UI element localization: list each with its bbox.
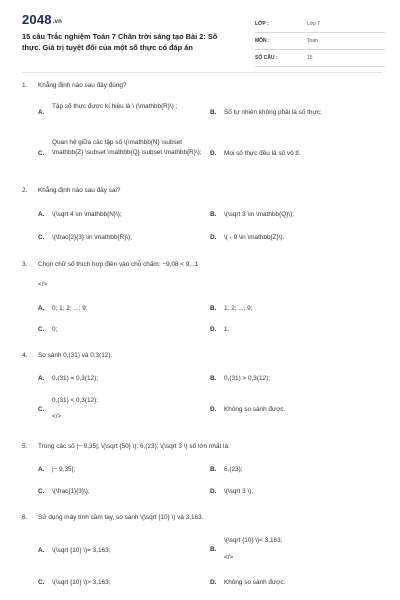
option-letter: B.	[210, 546, 217, 553]
option-letter: D.	[210, 150, 217, 157]
option-letter: B.	[210, 466, 217, 473]
option-c[interactable]	[38, 396, 208, 422]
logo-text: 2048	[22, 12, 52, 27]
option-text: Không so sánh được.	[224, 579, 286, 586]
option-text-extra: </>	[52, 413, 62, 420]
option-text: 1.	[224, 326, 230, 333]
question-text: Trong các số |− 9,35|; \(\sqrt {50} \); 6,(23); \(\sqrt 3 \) số lớn nhất là:	[38, 443, 230, 450]
option-text: \(\sqrt {10} \)< 3,163;	[224, 537, 283, 544]
question-number: 4.	[22, 352, 28, 359]
option-text: 0,(31) = 0,3(12);	[52, 375, 99, 382]
question-stem	[22, 187, 120, 194]
option-text: \(\frac{1}{3}\);	[52, 488, 90, 495]
option-letter: A.	[38, 547, 45, 554]
option-text: \(\sqrt 3 \in \mathbb{Q}\);	[224, 211, 294, 218]
option-b[interactable]	[210, 536, 380, 562]
question-extra-text: </>	[38, 281, 48, 288]
option-text: Mọi số thực đều là số vô tỉ.	[224, 150, 301, 157]
question-stem	[22, 261, 198, 268]
option-letter: A.	[38, 375, 45, 382]
meta-row-subject	[255, 35, 385, 50]
option-text: 0,(31) < 0,3(12);	[52, 397, 99, 404]
question-text: Khẳng định nào sau đây đúng?	[38, 82, 127, 89]
option-text: 0; 1; 2; ...; 9;	[52, 305, 88, 312]
option-letter: A.	[38, 109, 45, 116]
option-letter: C.	[38, 488, 45, 495]
question-stem	[22, 352, 112, 359]
worksheet-header	[22, 12, 382, 68]
option-text: \(\sqrt {10} \)= 3,163;	[52, 547, 111, 554]
option-a[interactable]	[38, 102, 208, 124]
option-letter: A.	[38, 305, 45, 312]
meta-row-count	[255, 52, 385, 67]
question-number: 3.	[22, 261, 28, 268]
question-text: Sử dụng máy tính cầm tay, so sánh \(\sqrt {10} \) và 3,163.	[38, 514, 204, 521]
option-text: Số tự nhiên không phải là số thực;	[224, 109, 322, 116]
meta-row-grade	[255, 18, 385, 33]
option-text: Tập số thực được kí hiệu là \ (\mathbb{R}\) ;	[52, 103, 178, 110]
option-letter: D.	[210, 579, 217, 586]
question-text: Chọn chữ số thích hợp điền vào chỗ chấm: −9,08 < 9,..1	[38, 261, 199, 268]
option-letter: C.	[38, 234, 45, 241]
meta-value: Toán	[307, 38, 318, 44]
option-letter: A.	[38, 466, 45, 473]
question-number: 2.	[22, 187, 28, 194]
option-letter: C.	[38, 150, 45, 157]
option-text: 1; 2; ...; 9;	[224, 305, 253, 312]
option-letter: B.	[210, 211, 217, 218]
option-letter: B.	[210, 305, 217, 312]
site-logo[interactable]	[22, 12, 62, 27]
option-text: \(\sqrt 4 \in \mathbb{N}\);	[52, 211, 122, 218]
option-text: \(\frac{2}{3} \in \mathbb{R}\);	[52, 234, 132, 241]
option-text: 0;	[52, 326, 58, 333]
header-divider	[22, 72, 382, 73]
option-letter: A.	[38, 211, 45, 218]
option-text: 6,(23);	[224, 466, 243, 473]
question-stem	[22, 443, 230, 450]
option-text: \(\sqrt {10} \)> 3,163;	[52, 579, 111, 586]
meta-label: LỚP :	[255, 21, 269, 27]
meta-label: MÔN :	[255, 38, 270, 44]
option-letter: D.	[210, 326, 217, 333]
meta-label: SỐ CÂU :	[255, 55, 278, 61]
option-letter: B.	[210, 109, 217, 116]
option-text: 0,(31) > 0,3(12);	[224, 375, 271, 382]
meta-value: Lớp 7	[307, 21, 321, 27]
option-letter: D.	[210, 234, 217, 241]
meta-value: 15	[307, 55, 313, 61]
option-text: |− 9,35|;	[52, 466, 76, 473]
question-stem	[22, 514, 203, 521]
logo-extension: .vn	[52, 19, 63, 25]
option-text: \(\sqrt 3 \).	[224, 488, 254, 495]
option-text-extra: </>	[224, 554, 234, 561]
option-text: Không so sánh được.	[224, 406, 286, 413]
option-letter: D.	[210, 488, 217, 495]
question-stem	[22, 82, 126, 89]
question-number: 5.	[22, 443, 28, 450]
option-letter: B.	[210, 375, 217, 382]
worksheet-meta	[255, 18, 385, 69]
option-letter: C.	[38, 326, 45, 333]
option-letter: C.	[38, 406, 45, 413]
worksheet-title: 15 câu Trắc nghiệm Toán 7 Chân trời sáng tạo Bài 2: Số thực. Giá trị tuyệt đối của một số thực có đáp án	[22, 32, 218, 52]
option-letter: D.	[210, 406, 217, 413]
option-c[interactable]	[38, 138, 208, 170]
question-text: So sánh 0,(31) và 0,3(12).	[38, 352, 113, 359]
question-text: Khẳng định nào sau đây sai?	[38, 187, 121, 194]
option-text: \( - 9 \in \mathbb{Z}\).	[224, 234, 285, 241]
option-text: Quan hệ giữa các tập số \(\mathbb{N} \subset \mathbb{Z} \subset \mathbb{Q} \subset \mathbb{R}\);	[52, 139, 202, 156]
question-number: 6.	[22, 514, 28, 521]
option-letter: C.	[38, 579, 45, 586]
question-number: 1.	[22, 82, 28, 89]
